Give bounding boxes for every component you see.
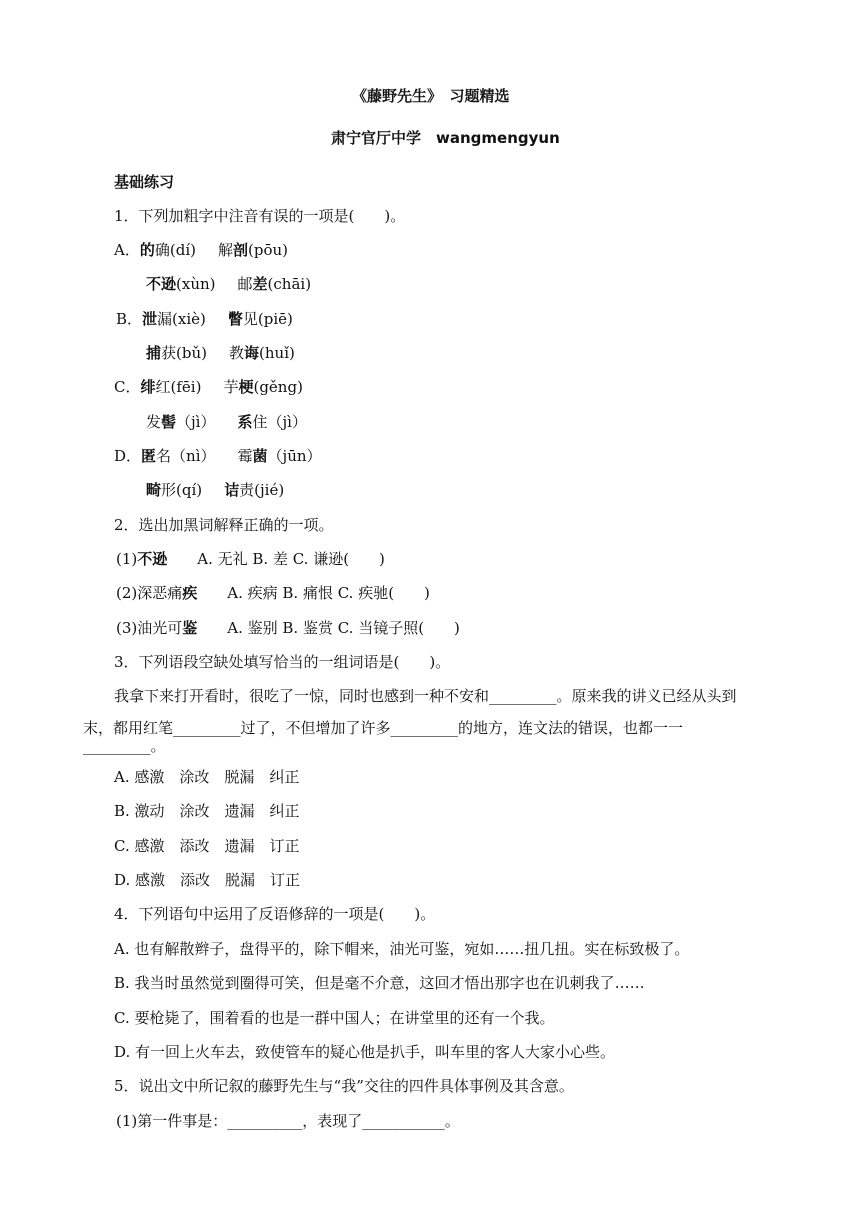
q2-item-2: (2)深恶痛疾 A. 疾病 B. 痛恨 C. 疾驰( ) bbox=[116, 584, 430, 602]
q1-option-a-line1: A．的确(dí) 解剖(pōu) bbox=[114, 241, 288, 259]
q3-stem: 3．下列语段空缺处填写恰当的一组词语是( )。 bbox=[114, 653, 451, 671]
q1-option-c-line1: C．绯红(fēi) 芋梗(gěng) bbox=[114, 378, 303, 396]
q5-stem: 5．说出文中所记叙的藤野先生与“我”交往的四件具体事例及其含意。 bbox=[114, 1077, 574, 1095]
q4-option-d: D. 有一回上火车去，致使管车的疑心他是扒手，叫车里的客人大家小心些。 bbox=[114, 1043, 616, 1061]
q2-item-1: (1)不逊 A. 无礼 B. 差 C. 谦逊( ) bbox=[116, 550, 385, 568]
q1-option-a-line2: 不逊(xùn) 邮差(chāi) bbox=[146, 275, 312, 293]
q1-option-c-line2: 发髻（jì） 系住（jì） bbox=[146, 413, 307, 431]
q1-option-d-line2: 畸形(qí) 诘责(jié) bbox=[146, 481, 285, 499]
q1-option-d-line1: D．匿名（nì） 霉菌（jūn） bbox=[114, 447, 322, 465]
q3-option-d: D. 感激 添改 脱漏 订正 bbox=[114, 871, 301, 889]
q3-option-c: C. 感激 添改 遗漏 订正 bbox=[114, 837, 300, 855]
q1-option-b-line2: 捕获(bǔ) 教诲(huǐ) bbox=[146, 344, 295, 362]
q2-item-3: (3)油光可鉴 A. 鉴别 B. 鉴赏 C. 当镜子照( ) bbox=[116, 619, 460, 637]
q4-option-c: C. 要枪毙了，围着看的也是一群中国人；在讲堂里的还有一个我。 bbox=[114, 1009, 555, 1027]
document-title: 《藤野先生》 习题精选 bbox=[352, 87, 510, 105]
q2-stem: 2．选出加黑词解释正确的一项。 bbox=[114, 516, 334, 534]
q3-passage-line3: _________。 bbox=[83, 737, 166, 755]
q4-option-a: A. 也有解散辫子，盘得平的，除下帽来，油光可鉴，宛如……扭几扭。实在标致极了。 bbox=[114, 940, 690, 958]
q5-item-1: (1)第一件事是：__________，表现了___________。 bbox=[116, 1112, 460, 1130]
q3-passage-line2: 末，都用红笔_________过了，不但增加了许多_________的地方，连文法的错误，也都一一 bbox=[83, 719, 684, 737]
section-heading: 基础练习 bbox=[114, 173, 175, 191]
q3-option-b: B. 激动 涂改 遗漏 纠正 bbox=[114, 802, 300, 820]
q4-stem: 4．下列语句中运用了反语修辞的一项是( )。 bbox=[114, 905, 436, 923]
q1-option-b-line1: B．泄漏(xiè) 瞥见(piē) bbox=[116, 310, 293, 328]
document-author: 肃宁官厅中学 wangmengyun bbox=[331, 129, 560, 147]
q4-option-b: B. 我当时虽然觉到圈得可笑，但是毫不介意，这回才悟出那字也在讥刺我了…… bbox=[114, 974, 645, 992]
q3-option-a: A. 感激 涂改 脱漏 纠正 bbox=[114, 768, 300, 786]
q1-stem: 1．下列加粗字中注音有误的一项是( )。 bbox=[114, 207, 406, 225]
q3-passage-line1: 我拿下来打开看时，很吃了一惊，同时也感到一种不安和_________。原来我的讲义已经从头到 bbox=[114, 687, 737, 705]
